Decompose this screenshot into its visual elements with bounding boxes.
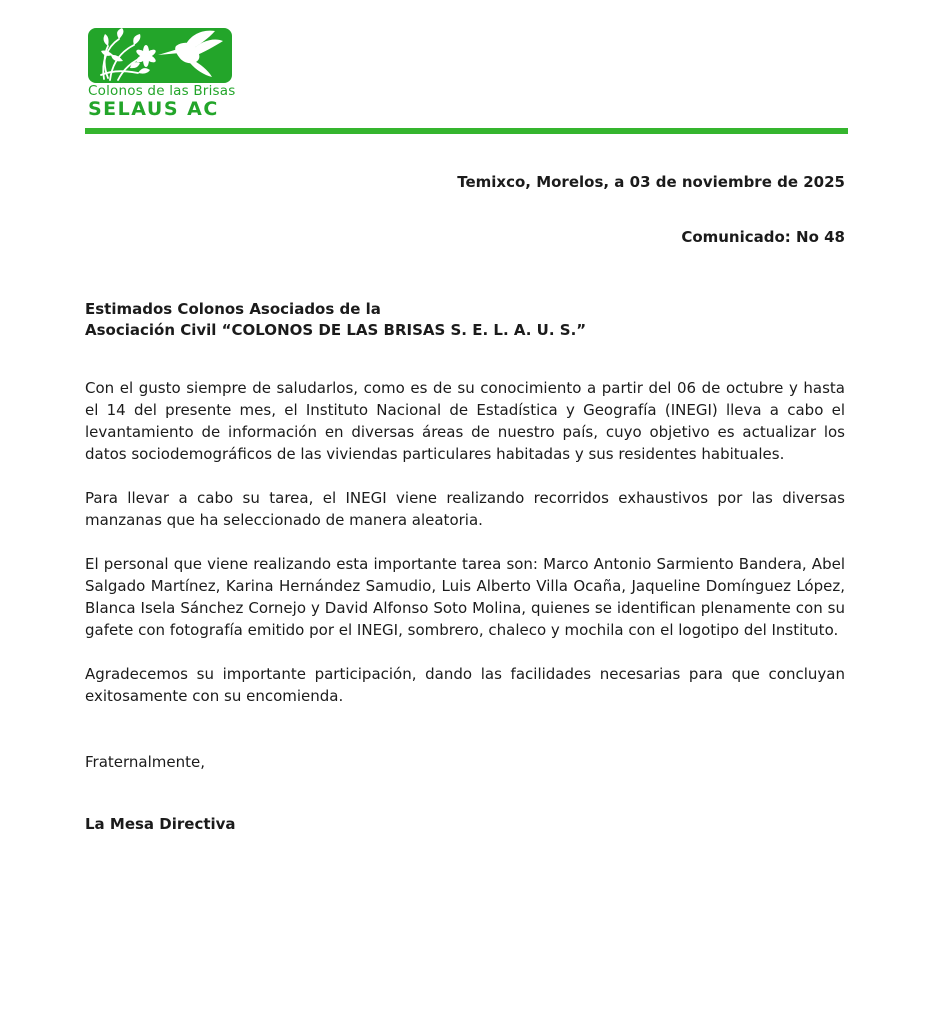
salutation	[85, 299, 845, 341]
salutation-line-1: Estimados Colonos Asociados de la	[85, 300, 381, 318]
logo-acronym: SELAUS AC	[88, 98, 219, 120]
hummingbird-plants-icon	[88, 28, 232, 83]
valediction: Fraternalmente,	[85, 753, 205, 771]
paragraph-2: Para llevar a cabo su tarea, el INEGI viene realizando recorridos exhaustivos por las diversas manzanas que ha seleccionado de manera aleatoria.	[85, 489, 845, 529]
logo	[88, 28, 248, 119]
letter-body	[85, 171, 845, 835]
paragraph-4: Agradecemos su importante participación, dando las facilidades necesarias para que concluyan exitosamente con su encomienda.	[85, 665, 845, 705]
paragraph-3: El personal que viene realizando esta importante tarea son: Marco Antonio Sarmiento Bandera, Abel Salgado Martínez, Karina Hernández Samudio, Luis Alberto Villa Ocaña, Jaqueline Domínguez López, Blanca Isela Sánchez Cornejo y David Alfonso Soto Molina, quienes se identifican plenamente con su gafete con fotografía emitido por el INEGI, sombrero, chaleco y mochila con el logotipo del Instituto.	[85, 555, 845, 639]
comunicado-number: Comunicado: No 48	[681, 228, 845, 246]
header-rule	[85, 128, 848, 134]
signature: La Mesa Directiva	[85, 815, 236, 833]
salutation-line-2: Asociación Civil “COLONOS DE LAS BRISAS S. E. L. A. U. S.”	[85, 321, 587, 339]
paragraph-1: Con el gusto siempre de saludarlos, como es de su conocimiento a partir del 06 de octubre y hasta el 14 del presente mes, el Instituto Nacional de Estadística y Geografía (INEGI) lleva a cabo el levantamiento de información en diversas áreas de nuestro país, cuyo objetivo es actualizar los datos sociodemográficos de las viviendas particulares habitadas y sus residentes habituales.	[85, 379, 845, 463]
logo-caption: Colonos de las Brisas	[88, 83, 236, 99]
dateline: Temixco, Morelos, a 03 de noviembre de 2025	[457, 173, 845, 191]
